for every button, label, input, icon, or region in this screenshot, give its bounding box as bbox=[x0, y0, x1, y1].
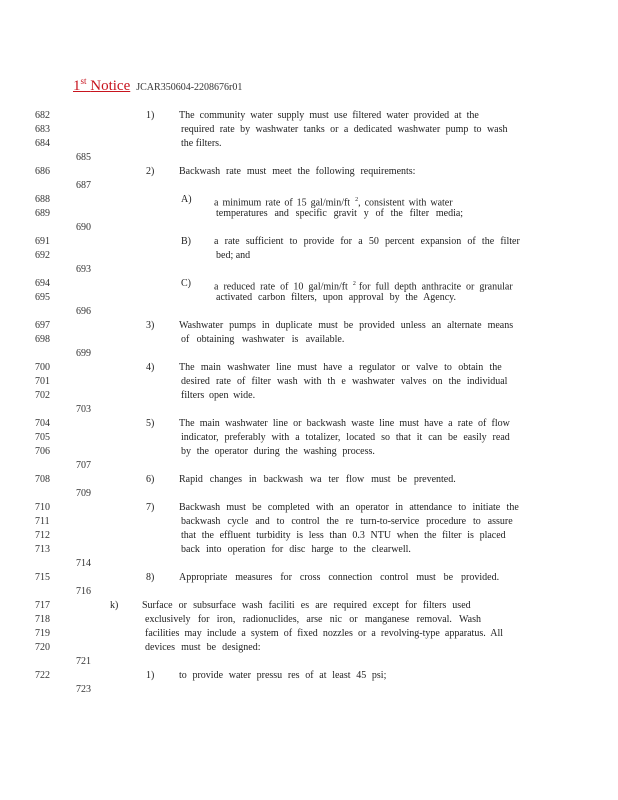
text-line: a minimum rate of 15 gal/min/ft $^2$, consistent with water bbox=[214, 197, 453, 209]
line-number: 701 bbox=[35, 376, 50, 387]
line-number: 696 bbox=[76, 306, 91, 317]
line-number: 723 bbox=[76, 684, 91, 695]
line-number: 693 bbox=[76, 264, 91, 275]
line-number: 695 bbox=[35, 292, 50, 303]
text-line: required rate by washwater tanks or a dedicated washwater pump to wash bbox=[181, 124, 508, 135]
subitem-label: C) bbox=[181, 278, 191, 289]
line-number: 707 bbox=[76, 460, 91, 471]
notice-code: JCAR350604-2208676r01 bbox=[136, 82, 243, 93]
text-line: the filters. bbox=[181, 138, 222, 149]
subitem-label: B) bbox=[181, 236, 191, 247]
line-number: 717 bbox=[35, 600, 50, 611]
line-number: 698 bbox=[35, 334, 50, 345]
line-number: 710 bbox=[35, 502, 50, 513]
line-number: 699 bbox=[76, 348, 91, 359]
line-number: 722 bbox=[35, 670, 50, 681]
item-label: 2) bbox=[146, 166, 155, 177]
line-number: 688 bbox=[35, 194, 50, 205]
item-label: 4) bbox=[146, 362, 155, 373]
line-number: 715 bbox=[35, 572, 50, 583]
line-number: 697 bbox=[35, 320, 50, 331]
text-line: indicator, preferably with a totalizer, located so that it can be easily read bbox=[181, 432, 510, 443]
text-line: backwash cycle and to control the re turn-to-service procedure to assure bbox=[181, 516, 513, 527]
section-label: k) bbox=[110, 600, 119, 611]
text-line: a rate sufficient to provide for a 50 percent expansion of the filter bbox=[214, 236, 520, 247]
line-number: 712 bbox=[35, 530, 50, 541]
text-line: devices must be designed: bbox=[145, 642, 261, 653]
text-line: The community water supply must use filtered water provided at the bbox=[179, 110, 479, 121]
text-line: The main washwater line must have a regulator or valve to obtain the bbox=[179, 362, 502, 373]
line-number: 700 bbox=[35, 362, 50, 373]
line-number: 690 bbox=[76, 222, 91, 233]
line-number: 709 bbox=[76, 488, 91, 499]
line-number: 704 bbox=[35, 418, 50, 429]
item-label: 6) bbox=[146, 474, 155, 485]
text-line: temperatures and specific gravit y of the filter media; bbox=[216, 208, 464, 219]
line-number: 685 bbox=[76, 152, 91, 163]
text-line: exclusively for iron, radionuclides, arse nic or manganese removal. Wash bbox=[145, 614, 482, 625]
text-line: facilities may include a system of fixed nozzles or a revolving-type apparatus. All bbox=[145, 628, 504, 639]
notice-title: 1st Notice bbox=[73, 76, 131, 94]
line-number: 684 bbox=[35, 138, 50, 149]
text-line: Backwash must be completed with an operator in attendance to initiate the bbox=[179, 502, 519, 513]
item-label: 5) bbox=[146, 418, 155, 429]
line-number: 706 bbox=[35, 446, 50, 457]
line-number: 718 bbox=[35, 614, 50, 625]
text-line: bed; and bbox=[216, 250, 251, 261]
line-number: 703 bbox=[76, 404, 91, 415]
line-number: 683 bbox=[35, 124, 50, 135]
item-label: 7) bbox=[146, 502, 155, 513]
text-line: Appropriate measures for cross connection control must be provided. bbox=[179, 572, 500, 583]
text-line: Washwater pumps in duplicate must be provided unless an alternate means bbox=[179, 320, 514, 331]
subitem-label: A) bbox=[181, 194, 192, 205]
item-label: 1) bbox=[146, 110, 155, 121]
line-number: 705 bbox=[35, 432, 50, 443]
line-number: 682 bbox=[35, 110, 50, 121]
line-number: 716 bbox=[76, 586, 91, 597]
item-label: 1) bbox=[146, 670, 155, 681]
text-line: Surface or subsurface wash faciliti es are required except for filters used bbox=[142, 600, 471, 611]
text-line: activated carbon filters, upon approval by the Agency. bbox=[216, 292, 457, 303]
text-line: The main washwater line or backwash waste line must have a rate of flow bbox=[179, 418, 510, 429]
text-line: that the effluent turbidity is less than 0.3 NTU when the filter is placed bbox=[181, 530, 506, 541]
line-number: 686 bbox=[35, 166, 50, 177]
line-number: 720 bbox=[35, 642, 50, 653]
notice-header bbox=[73, 76, 242, 95]
text-line: desired rate of filter wash with th e washwater valves on the individual bbox=[181, 376, 508, 387]
line-number: 721 bbox=[76, 656, 91, 667]
text-line: Rapid changes in backwash wa ter flow must be prevented. bbox=[179, 474, 456, 485]
line-number: 689 bbox=[35, 208, 50, 219]
line-number: 708 bbox=[35, 474, 50, 485]
line-number: 719 bbox=[35, 628, 50, 639]
text-line: filters open wide. bbox=[181, 390, 256, 401]
line-number: 713 bbox=[35, 544, 50, 555]
text-line: of obtaining washwater is available. bbox=[181, 334, 345, 345]
line-number: 694 bbox=[35, 278, 50, 289]
text-line: Backwash rate must meet the following requirements: bbox=[179, 166, 416, 177]
text-line: to provide water pressu res of at least 45 psi; bbox=[179, 670, 387, 681]
line-number: 711 bbox=[35, 516, 50, 527]
text-line: a reduced rate of 10 gal/min/ft $^2$ for full depth anthracite or granular bbox=[214, 281, 513, 293]
line-number: 702 bbox=[35, 390, 50, 401]
line-number: 691 bbox=[35, 236, 50, 247]
line-number: 714 bbox=[76, 558, 91, 569]
text-line: by the operator during the washing process. bbox=[181, 446, 375, 457]
item-label: 8) bbox=[146, 572, 155, 583]
line-number: 692 bbox=[35, 250, 50, 261]
line-number: 687 bbox=[76, 180, 91, 191]
item-label: 3) bbox=[146, 320, 155, 331]
text-line: back into operation for disc harge to the clearwell. bbox=[181, 544, 411, 555]
